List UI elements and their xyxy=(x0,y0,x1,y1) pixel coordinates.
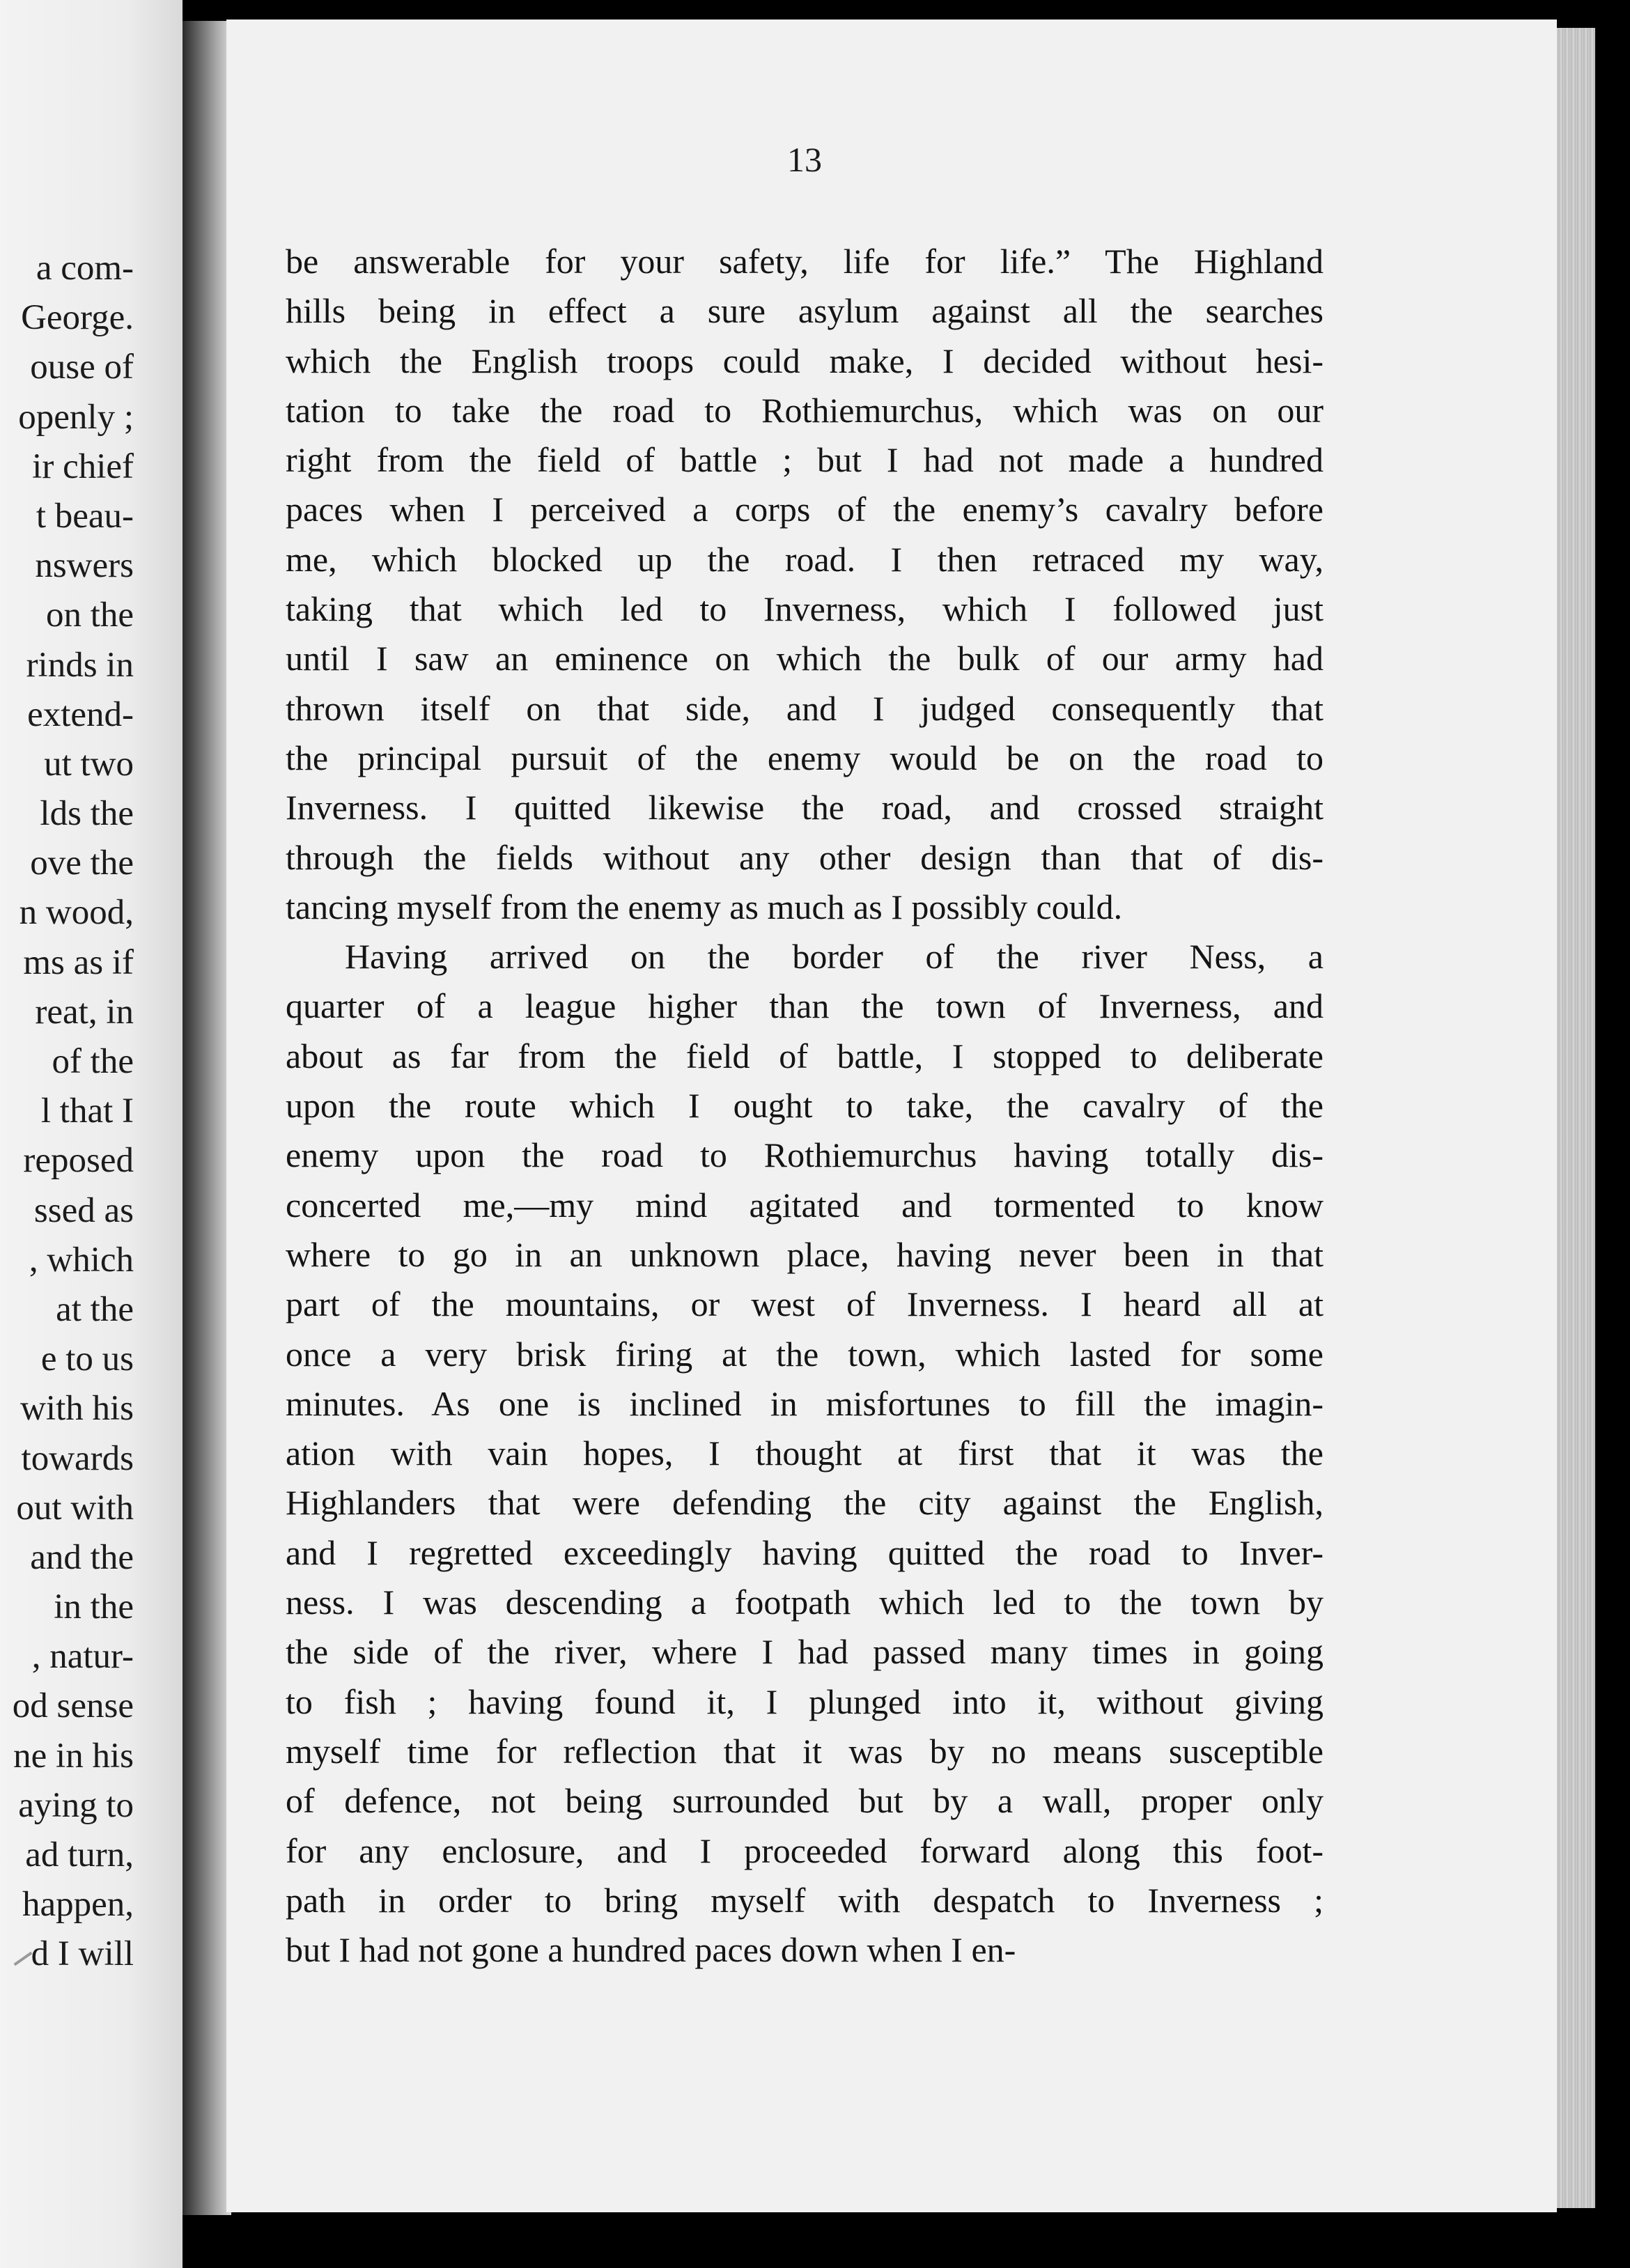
left-page-line: at the xyxy=(56,1289,134,1329)
text-line: me, which blocked up the road. I then retraced my way, xyxy=(286,539,1324,579)
text-line: about as far from the field of battle, I stopped to deliberate xyxy=(286,1036,1324,1075)
text-line: path in order to bring myself with despatch to Inverness ; xyxy=(286,1880,1324,1920)
body-text xyxy=(286,237,1324,1975)
text-line: part of the mountains, or west of Inverness. I heard all at xyxy=(286,1284,1324,1324)
left-page-line: ir chief xyxy=(32,446,134,486)
book-gutter xyxy=(183,21,231,2215)
text-line: the principal pursuit of the enemy would be on the road to xyxy=(286,738,1324,777)
left-page-line: ut two xyxy=(44,744,134,784)
left-page-line: ssed as xyxy=(33,1190,134,1230)
left-page-line: with his xyxy=(20,1389,134,1429)
left-page-line: openly ; xyxy=(18,397,134,437)
text-line: Inverness. I quitted likewise the road, and crossed straight xyxy=(286,788,1324,828)
text-line: to fish ; having found it, I plunged into it, without giving xyxy=(286,1681,1324,1721)
left-page-line: lds the xyxy=(40,794,134,834)
left-page-line: n wood, xyxy=(19,893,134,933)
left-page-line: out with xyxy=(16,1488,134,1528)
text-line: Highlanders that were defending the city against the English, xyxy=(286,1483,1324,1523)
text-line: tancing myself from the enemy as much as I possibly could. xyxy=(286,887,1123,926)
text-line: minutes. As one is inclined in misfortunes to fill the imagin- xyxy=(286,1383,1324,1423)
left-page-line: reposed xyxy=(23,1141,134,1181)
left-page-line: , which xyxy=(29,1240,134,1280)
text-line: for any enclosure, and I proceeded forward along this foot- xyxy=(286,1831,1324,1870)
left-page-line: towards xyxy=(21,1438,134,1478)
text-line: hills being in effect a sure asylum against all the searches xyxy=(286,291,1324,331)
text-line: quarter of a league higher than the town of Inverness, and xyxy=(286,986,1324,1026)
left-page-text xyxy=(13,244,134,1980)
text-line: upon the route which I ought to take, the cavalry of the xyxy=(286,1086,1324,1126)
left-page-line: George. xyxy=(21,298,134,338)
left-page-line: od sense xyxy=(12,1686,134,1726)
text-line: concerted me,—my mind agitated and tormented to know xyxy=(286,1185,1324,1225)
text-line: and I regretted exceedingly having quitted the road to Inver- xyxy=(286,1532,1324,1572)
text-line: where to go in an unknown place, having never been in that xyxy=(286,1234,1324,1274)
left-page-line: in the xyxy=(54,1587,134,1627)
text-line: ness. I was descending a footpath which led to the town by xyxy=(286,1583,1324,1622)
text-line: which the English troops could make, I decided without hesi- xyxy=(286,341,1324,380)
text-line: through the fields without any other design than that of dis- xyxy=(286,837,1324,877)
text-line: right from the field of battle ; but I had not made a hundred xyxy=(286,440,1324,480)
text-line: tation to take the road to Rothiemurchus, which was on our xyxy=(286,390,1324,430)
text-line: the side of the river, where I had passed many times in going xyxy=(286,1632,1324,1672)
left-page-line: l that I xyxy=(40,1092,134,1131)
left-page-line: a com- xyxy=(36,249,134,288)
left-page-line: of the xyxy=(52,1042,134,1081)
page-number: 13 xyxy=(787,140,822,179)
left-page-line: ove the xyxy=(30,844,134,883)
left-page-line: on the xyxy=(45,596,134,635)
left-page xyxy=(0,0,183,2268)
text-line: paces when I perceived a corps of the enemy’s cavalry before xyxy=(286,490,1324,529)
left-page-line: nswers xyxy=(35,546,134,586)
left-page-line: reat, in xyxy=(35,992,134,1032)
left-page-line: ms as if xyxy=(23,942,134,982)
text-line: myself time for reflection that it was by no means susceptible xyxy=(286,1731,1324,1771)
left-page-line: d I will xyxy=(31,1934,134,1974)
text-line: thrown itself on that side, and I judged consequently that xyxy=(286,688,1324,728)
text-line: Having arrived on the border of the river Ness, a xyxy=(345,937,1324,977)
text-line: taking that which led to Inverness, which I followed just xyxy=(286,589,1324,629)
left-page-line: , natur- xyxy=(31,1637,134,1677)
left-page-line: ouse of xyxy=(30,348,134,387)
left-page-line: t beau- xyxy=(36,496,134,536)
page-edges xyxy=(1557,28,1595,2208)
text-line: be answerable for your safety, life for life.” The Highland xyxy=(286,242,1324,281)
text-line: enemy upon the road to Rothiemurchus having totally dis- xyxy=(286,1135,1324,1175)
text-line: of defence, not being surrounded but by a wall, proper only xyxy=(286,1781,1324,1821)
text-line: ation with vain hopes, I thought at first that it was the xyxy=(286,1434,1324,1473)
left-page-line: ne in his xyxy=(13,1736,134,1776)
left-page-line: rinds in xyxy=(26,645,134,685)
text-line: until I saw an eminence on which the bulk of our army had xyxy=(286,639,1324,678)
left-page-line: aying to xyxy=(18,1785,134,1825)
left-page-line: ad turn, xyxy=(25,1835,134,1874)
text-line: once a very brisk firing at the town, which lasted for some xyxy=(286,1334,1324,1374)
left-page-line: happen, xyxy=(22,1885,134,1925)
left-page-line: e to us xyxy=(40,1339,134,1379)
text-line: but I had not gone a hundred paces down when I en- xyxy=(286,1930,1016,1970)
left-page-line: and the xyxy=(30,1537,134,1577)
left-page-line: extend- xyxy=(27,694,134,734)
